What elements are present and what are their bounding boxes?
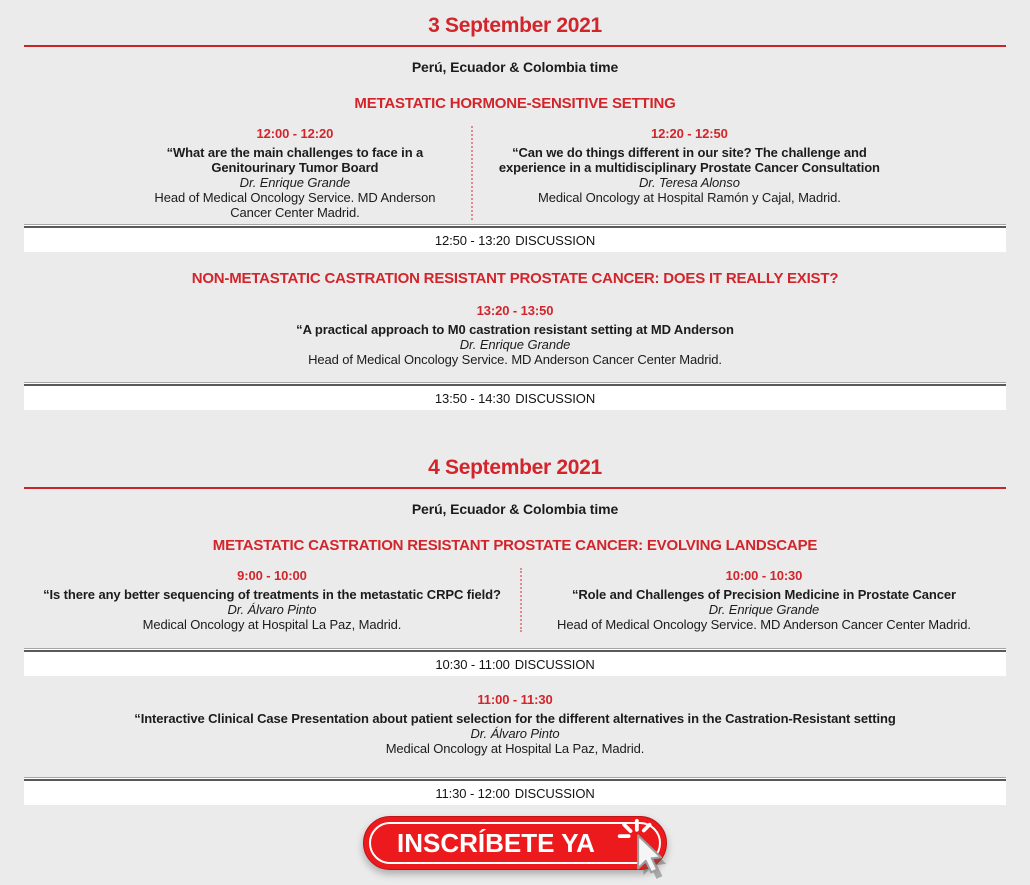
day-2-timezone-note: Perú, Ecuador & Colombia time — [411, 501, 619, 517]
session-cell — [520, 568, 1006, 632]
session-cell — [24, 126, 471, 220]
session-speaker: Dr. Álvaro Pinto — [470, 726, 560, 741]
day-1-session-row — [24, 126, 1006, 220]
session-text — [489, 145, 889, 205]
cta-area — [24, 816, 1006, 870]
click-cursor-icon — [616, 819, 678, 885]
session-title: “Can we do things different in our site? The challenge and experience in a multidisciplinary Prostate Cancer Consultation — [498, 145, 880, 175]
register-button-label: INSCRÍBETE YA — [397, 828, 595, 858]
discussion-bar — [24, 777, 1006, 805]
discussion-time: 11:30 - 12:00 — [435, 785, 510, 801]
discussion-bar-body — [24, 781, 1006, 805]
discussion-bar-body — [24, 386, 1006, 410]
session-time: 12:20 - 12:50 — [651, 126, 728, 141]
discussion-bar-body — [24, 652, 1006, 676]
session-time: 12:00 - 12:20 — [256, 126, 334, 141]
day-1-section — [24, 14, 1006, 410]
session-text — [145, 145, 445, 220]
session-speaker: Dr. Teresa Alonso — [638, 175, 740, 190]
session-affiliation: Head of Medical Oncology Service. MD Anderson Cancer Center Madrid. — [557, 617, 971, 632]
session-title: “Interactive Clinical Case Presentation about patient selection for the different alternatives in the Castration-Resistant setting — [134, 711, 896, 726]
discussion-label: DISCUSSION — [514, 785, 595, 801]
day-1-block-1-heading: METASTATIC HORMONE-SENSITIVE SETTING — [354, 95, 676, 112]
day-1-title: 3 September 2021 — [428, 14, 602, 37]
day-2-title-underline — [24, 487, 1006, 489]
day-2-title: 4 September 2021 — [428, 456, 602, 479]
session-title: “Is there any better sequencing of treatments in the metastatic CRPC field? — [43, 587, 501, 602]
discussion-time: 12:50 - 13:20 — [434, 232, 511, 248]
register-button[interactable] — [363, 816, 667, 870]
session-speaker: Dr. Enrique Grande — [708, 602, 820, 617]
session-text — [45, 711, 985, 756]
session-affiliation: Medical Oncology at Hospital Ramón y Cajal, Madrid. — [538, 190, 841, 205]
discussion-time: 13:50 - 14:30 — [434, 390, 511, 406]
discussion-bar — [24, 224, 1006, 252]
session-time: 11:00 - 11:30 — [477, 692, 553, 707]
session-cell — [24, 568, 520, 632]
discussion-label: DISCUSSION — [515, 390, 596, 406]
session-speaker: Dr. Enrique Grande — [239, 175, 351, 190]
day-2-section — [24, 456, 1006, 805]
session-speaker: Dr. Enrique Grande — [459, 337, 571, 352]
session-time: 9:00 - 10:00 — [237, 568, 307, 583]
session-time: 13:20 - 13:50 — [476, 303, 554, 318]
discussion-time: 10:30 - 11:00 — [435, 656, 510, 672]
discussion-bar — [24, 382, 1006, 410]
session-title: “Role and Challenges of Precision Medicine in Prostate Cancer — [571, 587, 956, 602]
day-2-session-row — [24, 568, 1006, 632]
day-1-block-2-heading: NON-METASTATIC CASTRATION RESISTANT PROSTATE CANCER: DOES IT REALLY EXIST? — [191, 270, 839, 287]
session-affiliation: Medical Oncology at Hospital La Paz, Madrid. — [385, 741, 645, 756]
day-1-timezone-note: Perú, Ecuador & Colombia time — [411, 59, 619, 75]
session-title: “What are the main challenges to face in a Genitourinary Tumor Board — [166, 145, 424, 175]
day-2-block-1-heading: METASTATIC CASTRATION RESISTANT PROSTATE CANCER: EVOLVING LANDSCAPE — [212, 537, 818, 554]
discussion-label: DISCUSSION — [515, 232, 596, 248]
discussion-bar — [24, 648, 1006, 676]
discussion-label: DISCUSSION — [514, 656, 595, 672]
session-text — [45, 322, 985, 367]
session-time: 10:00 - 10:30 — [725, 568, 803, 583]
day-1-title-underline — [24, 45, 1006, 47]
session-affiliation: Head of Medical Oncology Service. MD Anderson Cancer Center Madrid. — [308, 352, 722, 367]
session-title: “A practical approach to M0 castration resistant setting at MD Anderson — [296, 322, 734, 337]
session-cell — [471, 126, 1006, 220]
session-speaker: Dr. Álvaro Pinto — [227, 602, 317, 617]
session-affiliation: Medical Oncology at Hospital La Paz, Madrid. — [142, 617, 402, 632]
discussion-bar-body — [24, 228, 1006, 252]
session-affiliation: Head of Medical Oncology Service. MD Anderson Cancer Center Madrid. — [154, 190, 436, 220]
